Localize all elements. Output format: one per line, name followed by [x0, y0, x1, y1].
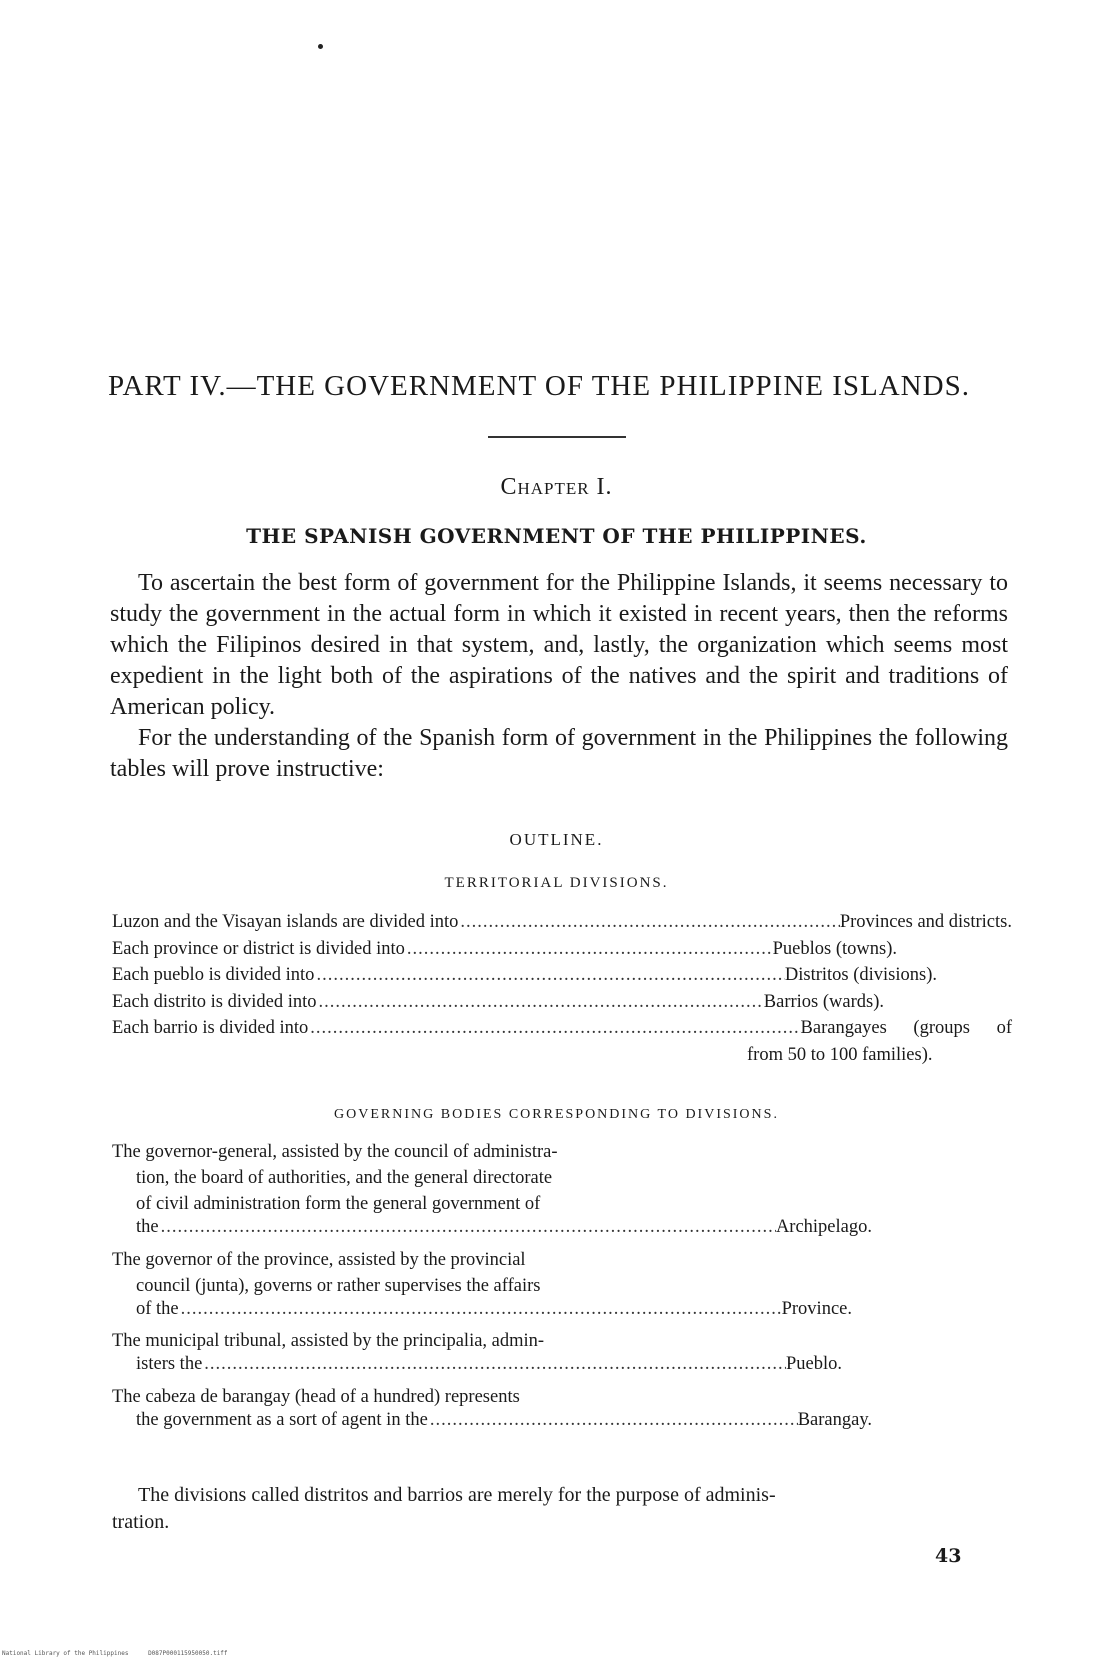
paragraph: For the understanding of the Spanish form of government in the Philippines the following tables will prove instructive:: [110, 725, 1008, 782]
governing-table: [112, 1139, 872, 1439]
row-value: Province.: [781, 1298, 852, 1319]
entry-line: tion, the board of authorities, and the general directorate: [136, 1168, 553, 1188]
row-value: Provinces and districts.: [839, 912, 1012, 932]
row-continuation: from 50 to 100 families).: [747, 1044, 933, 1065]
row-value: Pueblo.: [785, 1354, 842, 1374]
row-value: Archipelago.: [775, 1217, 872, 1237]
governing-entry: [112, 1139, 872, 1244]
entry-final-line: [112, 1410, 872, 1437]
closing-paragraph: [112, 1482, 1023, 1536]
row-label: the government as a sort of agent in the: [136, 1409, 428, 1430]
territorial-table: [112, 912, 1012, 1071]
row-value: Barangayes (groups of: [800, 1018, 1012, 1038]
leader-dots: [458, 912, 839, 933]
governing-entry: [112, 1247, 872, 1326]
governing-entry: [112, 1384, 872, 1437]
row-label: Luzon and the Visayan islands are divided into: [112, 912, 459, 932]
table-row: [112, 1018, 1012, 1045]
row-label: Each distrito is divided into: [112, 991, 317, 1012]
table-row: [112, 992, 1012, 1019]
leader-dots: [159, 1217, 776, 1238]
governing-heading: GOVERNING BODIES CORRESPONDING TO DIVISIONS.: [334, 1107, 779, 1122]
scan-footer: [2, 1650, 244, 1657]
entry-line: The municipal tribunal, assisted by the principalia, admin-: [112, 1331, 545, 1351]
leader-dots: [314, 965, 784, 986]
leader-dots: [202, 1354, 786, 1375]
entry-line: council (junta), governs or rather supervises the affairs: [136, 1275, 541, 1296]
leader-dots: [405, 939, 773, 960]
row-label: Each pueblo is divided into: [112, 965, 315, 985]
entry-final-line: [112, 1299, 872, 1326]
entry-final-line: [112, 1217, 872, 1244]
paragraph: To ascertain the best form of government for the Philippine Islands, it seems necessary to study the government in the actual form in which it existed in recent years, then the reforms which the Filipinos desired in that system, and, lastly, the organization which seems most expedient in the light both of the aspirations of the natives and the spirit and traditions of American policy.: [110, 570, 1008, 720]
row-value: Pueblos (towns).: [772, 938, 897, 959]
page-number: 43: [935, 1545, 962, 1567]
title-rule: [488, 436, 626, 438]
entry-line: The governor of the province, assisted by the provincial: [112, 1249, 526, 1270]
leader-dots: [428, 1410, 798, 1431]
chapter-heading: Chapter I.: [500, 474, 613, 500]
table-row: [112, 939, 1012, 966]
table-row: [112, 912, 1012, 939]
closing-line: tration.: [112, 1511, 170, 1533]
chapter-title: THE SPANISH GOVERNMENT OF THE PHILIPPINES.: [246, 524, 867, 548]
row-value: Barangay.: [797, 1409, 872, 1430]
part-title: PART IV.—THE GOVERNMENT OF THE PHILIPPINE ISLANDS.: [108, 370, 970, 402]
entry-final-line: [112, 1354, 872, 1381]
entry-line: The governor-general, assisted by the council of administra-: [112, 1142, 558, 1162]
body-text: [110, 568, 1008, 785]
leader-dots: [308, 1018, 800, 1039]
governing-entry: [112, 1328, 872, 1381]
row-label: Each province or district is divided into: [112, 938, 405, 959]
leader-dots: [179, 1299, 782, 1320]
ink-speck: [318, 44, 323, 49]
territorial-heading: TERRITORIAL DIVISIONS.: [444, 875, 669, 891]
row-value: Distritos (divisions).: [784, 965, 937, 985]
row-label: the: [136, 1217, 159, 1237]
entry-line: The cabeza de barangay (head of a hundred) represents: [112, 1386, 520, 1407]
outline-heading: OUTLINE.: [509, 830, 604, 849]
closing-line: The divisions called distritos and barrios are merely for the purpose of adminis-: [138, 1484, 776, 1506]
table-row: [112, 965, 1012, 992]
row-label: of the: [136, 1298, 179, 1319]
leader-dots: [317, 992, 764, 1013]
row-label: isters the: [136, 1354, 203, 1374]
row-label: Each barrio is divided into: [112, 1018, 309, 1038]
row-value: Barrios (wards).: [763, 991, 884, 1012]
entry-line: of civil administration form the general government of: [136, 1194, 541, 1214]
library-credit: National Library of the Philippines: [2, 1650, 129, 1657]
file-name: D087P000115950050.tiff: [148, 1650, 228, 1657]
